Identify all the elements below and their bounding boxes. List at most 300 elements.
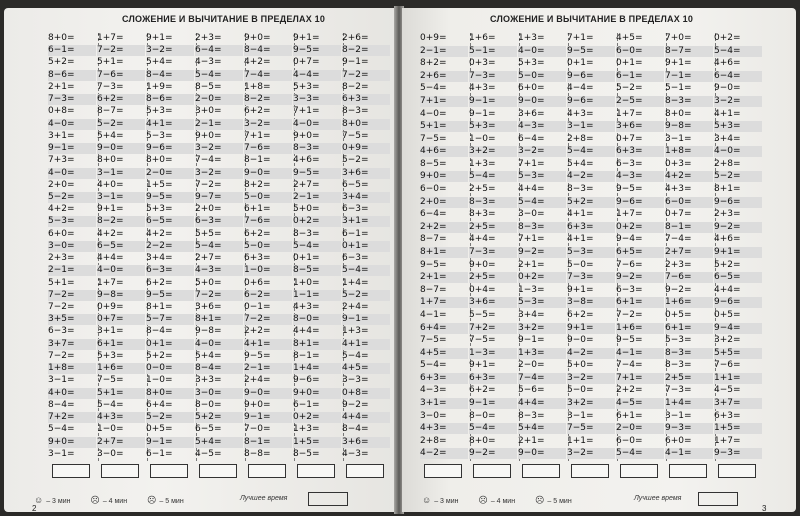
exercise[interactable]: 2+3=: [665, 259, 692, 270]
exercise[interactable]: 8+0=: [469, 435, 496, 446]
exercise[interactable]: 6−4=: [518, 133, 545, 144]
exercise[interactable]: 4+0=: [48, 388, 96, 399]
exercise[interactable]: 6−0=: [616, 435, 643, 446]
exercise[interactable]: 1+8=: [244, 81, 271, 92]
exercise[interactable]: 6+3=: [714, 410, 741, 421]
exercise[interactable]: 4+6=: [293, 155, 320, 166]
exercise[interactable]: 5+1=: [48, 277, 75, 288]
exercise[interactable]: 9−3=: [665, 423, 713, 434]
exercise[interactable]: 7−2=: [48, 302, 75, 313]
exercise[interactable]: 6+0=: [48, 228, 75, 239]
time-entry-box[interactable]: [522, 464, 560, 478]
exercise[interactable]: 5−4=: [567, 146, 615, 157]
exercise[interactable]: 6+2=: [567, 309, 594, 320]
exercise[interactable]: 0−1=: [244, 302, 271, 313]
exercise[interactable]: 4+5=: [420, 348, 468, 359]
exercise[interactable]: 6+2=: [97, 94, 145, 105]
exercise[interactable]: 3−1=: [48, 448, 75, 459]
exercise[interactable]: 6+2=: [244, 106, 271, 117]
exercise[interactable]: 1+6=: [97, 363, 145, 374]
exercise[interactable]: 2+7=: [293, 179, 320, 190]
exercise[interactable]: 1+5=: [714, 423, 762, 434]
exercise[interactable]: 4−2=: [567, 348, 615, 359]
exercise[interactable]: 8+0=: [97, 155, 124, 166]
exercise[interactable]: 3−0=: [518, 209, 545, 220]
exercise[interactable]: 5−0=: [244, 241, 292, 252]
exercise[interactable]: 8−4=: [146, 70, 194, 81]
exercise[interactable]: 7−3=: [48, 94, 96, 105]
exercise[interactable]: 4+4=: [518, 398, 566, 409]
exercise[interactable]: 3−2=: [567, 373, 615, 384]
exercise[interactable]: 9−5=: [420, 259, 447, 270]
exercise[interactable]: 9−5=: [293, 168, 341, 179]
exercise[interactable]: 4+1=: [567, 234, 594, 245]
exercise[interactable]: 5+0=: [195, 277, 222, 288]
exercise[interactable]: 3+0=: [195, 106, 222, 117]
exercise[interactable]: 6−3=: [616, 284, 643, 295]
exercise[interactable]: 4+4=: [97, 253, 124, 264]
exercise[interactable]: 8+2=: [420, 58, 447, 69]
exercise[interactable]: 0+8=: [48, 106, 75, 117]
exercise[interactable]: 8−3=: [342, 106, 369, 117]
exercise[interactable]: 7−6=: [714, 360, 741, 371]
exercise[interactable]: 5−3=: [518, 297, 566, 308]
exercise[interactable]: 8−7=: [420, 234, 447, 245]
exercise[interactable]: 7−3=: [469, 247, 517, 258]
exercise[interactable]: 7+3=: [48, 155, 75, 166]
exercise[interactable]: 9−8=: [97, 290, 145, 301]
exercise[interactable]: 6−5=: [195, 424, 222, 435]
exercise[interactable]: 8−5=: [293, 448, 320, 459]
exercise[interactable]: 6−0=: [616, 46, 664, 57]
exercise[interactable]: 3+6=: [518, 108, 545, 119]
exercise[interactable]: 7+1=: [567, 33, 594, 43]
exercise[interactable]: 7−5=: [567, 423, 615, 434]
exercise[interactable]: 7−6=: [616, 259, 643, 270]
exercise[interactable]: 8+2=: [244, 179, 271, 190]
time-entry-box[interactable]: [248, 464, 286, 478]
exercise[interactable]: 6−3=: [616, 158, 643, 169]
exercise[interactable]: 8+0=: [146, 388, 194, 399]
exercise[interactable]: 9−1=: [469, 96, 517, 107]
exercise[interactable]: 2+1=: [420, 272, 468, 283]
exercise[interactable]: 9+0=: [469, 259, 496, 270]
exercise[interactable]: 5−2=: [342, 290, 390, 301]
exercise[interactable]: 5+0=: [567, 360, 594, 371]
exercise[interactable]: 6−1=: [146, 448, 173, 459]
exercise[interactable]: 9−2=: [469, 448, 517, 459]
exercise[interactable]: 7−4=: [244, 70, 292, 81]
exercise[interactable]: 5−4=: [293, 241, 341, 252]
exercise[interactable]: 3−2=: [714, 96, 762, 107]
exercise[interactable]: 2−1=: [244, 363, 292, 374]
exercise[interactable]: 4+1=: [146, 119, 194, 130]
exercise[interactable]: 0+7=: [616, 133, 643, 144]
exercise[interactable]: 1+7=: [420, 297, 468, 308]
exercise[interactable]: 8−2=: [342, 81, 369, 92]
exercise[interactable]: 3−2=: [518, 146, 566, 157]
exercise[interactable]: 8+0=: [146, 155, 173, 166]
exercise[interactable]: 7−2=: [616, 309, 643, 320]
exercise[interactable]: 8−1=: [244, 437, 292, 448]
exercise[interactable]: 5−4=: [342, 350, 369, 361]
exercise[interactable]: 5−4=: [342, 265, 390, 276]
exercise[interactable]: 8−0=: [469, 410, 496, 421]
exercise[interactable]: 4+6=: [714, 234, 741, 245]
exercise[interactable]: 6+5=: [616, 247, 664, 258]
exercise[interactable]: 2+7=: [97, 437, 145, 448]
exercise[interactable]: 2+0=: [48, 179, 75, 190]
exercise[interactable]: 5+5=: [714, 348, 762, 359]
exercise[interactable]: 7−2=: [342, 70, 390, 81]
exercise[interactable]: 1+5=: [293, 437, 341, 448]
exercise[interactable]: 5+1=: [97, 388, 145, 399]
exercise[interactable]: 7−3=: [665, 385, 692, 396]
exercise[interactable]: 7−6=: [244, 216, 292, 227]
exercise[interactable]: 3−1=: [665, 133, 692, 144]
exercise[interactable]: 9−1=: [342, 314, 390, 325]
exercise[interactable]: 3−1=: [97, 168, 145, 179]
exercise[interactable]: 7−3=: [469, 71, 517, 82]
exercise[interactable]: 7−4=: [195, 155, 222, 166]
exercise[interactable]: 6+1=: [244, 204, 271, 215]
exercise[interactable]: 2+3=: [714, 209, 741, 220]
exercise[interactable]: 9−8=: [665, 121, 713, 132]
exercise[interactable]: 7+0=: [665, 33, 692, 43]
exercise[interactable]: 6−4=: [420, 209, 447, 220]
exercise[interactable]: 2+5=: [665, 373, 713, 384]
exercise[interactable]: 5−3=: [665, 335, 692, 346]
exercise[interactable]: 3+1=: [48, 130, 75, 141]
exercise[interactable]: 0+1=: [293, 253, 320, 264]
exercise[interactable]: 3+2=: [518, 323, 566, 334]
exercise[interactable]: 7−2=: [97, 45, 145, 56]
exercise[interactable]: 5−4=: [714, 46, 762, 57]
exercise[interactable]: 3+4=: [714, 133, 741, 144]
exercise[interactable]: 3−0=: [420, 410, 447, 421]
exercise[interactable]: 9+1=: [665, 58, 692, 69]
exercise[interactable]: 7−5=: [469, 335, 496, 346]
exercise[interactable]: 9−2=: [714, 222, 762, 233]
exercise[interactable]: 3+4=: [342, 192, 390, 203]
exercise[interactable]: 8+3=: [469, 209, 496, 220]
exercise[interactable]: 5−4=: [97, 399, 124, 410]
exercise[interactable]: 4−0=: [48, 168, 96, 179]
exercise[interactable]: 8−6=: [146, 94, 194, 105]
exercise[interactable]: 2+5=: [469, 222, 517, 233]
exercise[interactable]: 5+3=: [714, 121, 762, 132]
exercise[interactable]: 4+4=: [293, 326, 320, 337]
exercise[interactable]: 7+2=: [469, 323, 517, 334]
exercise[interactable]: 4+1=: [714, 108, 741, 119]
exercise[interactable]: 4+4=: [518, 184, 545, 195]
exercise[interactable]: 4+2=: [97, 228, 124, 239]
exercise[interactable]: 4+6=: [714, 58, 741, 69]
exercise[interactable]: 8+0=: [48, 33, 75, 43]
exercise[interactable]: 1−3=: [518, 284, 545, 295]
exercise[interactable]: 6−5=: [146, 216, 194, 227]
exercise[interactable]: 5+2=: [195, 412, 243, 423]
exercise[interactable]: 9−6=: [714, 297, 762, 308]
exercise[interactable]: 7+1=: [518, 234, 545, 245]
exercise[interactable]: 1+4=: [293, 363, 341, 374]
exercise[interactable]: 8−1=: [244, 155, 271, 166]
exercise[interactable]: 8−2=: [244, 94, 292, 105]
exercise[interactable]: 5+2=: [48, 57, 75, 68]
exercise[interactable]: 6+1=: [665, 323, 713, 334]
exercise[interactable]: 8−3=: [665, 96, 713, 107]
exercise[interactable]: 3−1=: [567, 410, 594, 421]
exercise[interactable]: 5−3=: [146, 130, 173, 141]
exercise[interactable]: 5+3=: [293, 81, 320, 92]
exercise[interactable]: 6−5=: [342, 179, 369, 190]
exercise[interactable]: 1+3=: [293, 424, 320, 435]
exercise[interactable]: 4−2=: [567, 171, 615, 182]
exercise[interactable]: 2+0=: [420, 197, 468, 208]
exercise[interactable]: 0+1=: [146, 339, 194, 350]
exercise[interactable]: 0+9=: [420, 33, 447, 43]
exercise[interactable]: 9−1=: [48, 143, 96, 154]
exercise[interactable]: 9−1=: [469, 398, 517, 409]
exercise[interactable]: 3+6=: [469, 297, 517, 308]
exercise[interactable]: 8−7=: [420, 284, 447, 295]
time-entry-box[interactable]: [718, 464, 756, 478]
exercise[interactable]: 3+4=: [146, 253, 173, 264]
exercise[interactable]: 1+7=: [97, 33, 124, 43]
exercise[interactable]: 2+7=: [665, 247, 713, 258]
exercise[interactable]: 9+1=: [293, 33, 320, 43]
exercise[interactable]: 4+3=: [97, 412, 145, 423]
exercise[interactable]: 3−0=: [97, 448, 124, 459]
exercise[interactable]: 8+0=: [665, 108, 692, 119]
exercise[interactable]: 0+2=: [518, 272, 566, 283]
exercise[interactable]: 6+0=: [665, 435, 692, 446]
exercise[interactable]: 5−2=: [342, 155, 369, 166]
exercise[interactable]: 6+3=: [616, 146, 664, 157]
exercise[interactable]: 5−7=: [146, 314, 194, 325]
time-entry-box[interactable]: [297, 464, 335, 478]
exercise[interactable]: 2−1=: [48, 265, 96, 276]
exercise[interactable]: 3+2=: [469, 146, 517, 157]
exercise[interactable]: 5+0=: [293, 204, 320, 215]
exercise[interactable]: 8−4=: [146, 326, 173, 337]
exercise[interactable]: 4+1=: [567, 209, 594, 220]
exercise[interactable]: 6+4=: [146, 399, 173, 410]
exercise[interactable]: 9−2=: [518, 247, 566, 258]
exercise[interactable]: 3+2=: [567, 398, 615, 409]
exercise[interactable]: 4+2=: [48, 204, 75, 215]
exercise[interactable]: 8−3=: [469, 197, 517, 208]
exercise[interactable]: 9−1=: [342, 57, 369, 68]
exercise[interactable]: 9−6=: [567, 96, 615, 107]
exercise[interactable]: 0+4=: [469, 284, 496, 295]
exercise[interactable]: 2+4=: [342, 302, 369, 313]
exercise[interactable]: 0+9=: [97, 302, 124, 313]
exercise[interactable]: 1−1=: [293, 290, 341, 301]
exercise[interactable]: 7−2=: [48, 350, 75, 361]
exercise[interactable]: 0+1=: [342, 241, 390, 252]
time-entry-box[interactable]: [346, 464, 384, 478]
exercise[interactable]: 6−5=: [714, 272, 762, 283]
exercise[interactable]: 9−8=: [195, 326, 222, 337]
exercise[interactable]: 3−1=: [665, 410, 692, 421]
exercise[interactable]: 8−3=: [293, 143, 341, 154]
exercise[interactable]: 8+1=: [146, 302, 173, 313]
exercise[interactable]: 7+2=: [48, 412, 96, 423]
exercise[interactable]: 1+3=: [518, 33, 545, 43]
exercise[interactable]: 2−1=: [195, 119, 243, 130]
exercise[interactable]: 6+0=: [518, 83, 545, 94]
exercise[interactable]: 9−0=: [97, 143, 145, 154]
exercise[interactable]: 9−5=: [567, 46, 615, 57]
exercise[interactable]: 5−4=: [195, 241, 243, 252]
exercise[interactable]: 6−3=: [342, 253, 369, 264]
exercise[interactable]: 1−0=: [97, 424, 124, 435]
exercise[interactable]: 8−3=: [293, 228, 320, 239]
exercise[interactable]: 8−3=: [518, 222, 566, 233]
exercise[interactable]: 5−4=: [469, 171, 517, 182]
exercise[interactable]: 5−4=: [48, 424, 75, 435]
exercise[interactable]: 0+3=: [469, 58, 496, 69]
exercise[interactable]: 3−3=: [293, 94, 341, 105]
exercise[interactable]: 5−4=: [195, 70, 243, 81]
exercise[interactable]: 2−5=: [616, 96, 664, 107]
exercise[interactable]: 8−4=: [48, 399, 75, 410]
exercise[interactable]: 5−0=: [244, 192, 292, 203]
exercise[interactable]: 5−5=: [469, 309, 496, 320]
exercise[interactable]: 5−3=: [518, 171, 566, 182]
exercise[interactable]: 9+0=: [48, 437, 96, 448]
exercise[interactable]: 6−4=: [195, 45, 243, 56]
exercise[interactable]: 3−2=: [195, 168, 243, 179]
exercise[interactable]: 5+2=: [714, 259, 741, 270]
exercise[interactable]: 0−0=: [146, 363, 194, 374]
exercise[interactable]: 6+4=: [420, 323, 468, 334]
exercise[interactable]: 5−2=: [48, 192, 96, 203]
exercise[interactable]: 9−2=: [342, 399, 369, 410]
exercise[interactable]: 9−0=: [518, 448, 566, 459]
exercise[interactable]: 6+3=: [469, 373, 517, 384]
exercise[interactable]: 0+2=: [714, 33, 741, 43]
exercise[interactable]: 9+1=: [146, 33, 173, 43]
exercise[interactable]: 1+3=: [469, 158, 496, 169]
exercise[interactable]: 1+7=: [97, 277, 124, 288]
exercise[interactable]: 3+7=: [48, 339, 96, 350]
exercise[interactable]: 4−3=: [616, 171, 664, 182]
exercise[interactable]: 2−0=: [146, 168, 194, 179]
exercise[interactable]: 4−2=: [420, 448, 468, 459]
exercise[interactable]: 3+2=: [714, 335, 741, 346]
exercise[interactable]: 1+1=: [714, 373, 762, 384]
exercise[interactable]: 5−1=: [469, 46, 517, 57]
exercise[interactable]: 6+2=: [244, 228, 271, 239]
exercise[interactable]: 2+8=: [420, 435, 447, 446]
exercise[interactable]: 1+5=: [146, 179, 173, 190]
exercise[interactable]: 8−0=: [293, 314, 341, 325]
exercise[interactable]: 5−2=: [616, 83, 643, 94]
exercise[interactable]: 9+0=: [244, 399, 271, 410]
exercise[interactable]: 6−0=: [420, 184, 447, 195]
exercise[interactable]: 5−2=: [97, 119, 145, 130]
exercise[interactable]: 9−6=: [714, 197, 762, 208]
exercise[interactable]: 5+3=: [518, 58, 545, 69]
exercise[interactable]: 7−4=: [665, 234, 692, 245]
exercise[interactable]: 2+4=: [244, 375, 271, 386]
exercise[interactable]: 8−5=: [293, 265, 341, 276]
exercise[interactable]: 8−7=: [97, 106, 124, 117]
exercise[interactable]: 1−0=: [469, 133, 496, 144]
exercise[interactable]: 5+1=: [97, 57, 124, 68]
exercise[interactable]: 4+2=: [146, 228, 173, 239]
exercise[interactable]: 2+0=: [195, 204, 222, 215]
exercise[interactable]: 8−6=: [48, 70, 96, 81]
exercise[interactable]: 0+9=: [342, 143, 390, 154]
exercise[interactable]: 5+4=: [195, 437, 243, 448]
exercise[interactable]: 4+3=: [665, 184, 692, 195]
exercise[interactable]: 6−3=: [342, 204, 369, 215]
exercise[interactable]: 5−6=: [518, 385, 545, 396]
exercise[interactable]: 4+2=: [665, 171, 713, 182]
exercise[interactable]: 8−4=: [342, 424, 369, 435]
exercise[interactable]: 3+3=: [195, 375, 222, 386]
exercise[interactable]: 5+2=: [567, 197, 615, 208]
exercise[interactable]: 3+1=: [420, 398, 468, 409]
exercise[interactable]: 4+4=: [714, 284, 741, 295]
exercise[interactable]: 6−3=: [195, 216, 243, 227]
exercise[interactable]: 2+7=: [195, 253, 222, 264]
exercise[interactable]: 7+1=: [420, 96, 468, 107]
time-entry-box[interactable]: [669, 464, 707, 478]
exercise[interactable]: 7+1=: [616, 373, 664, 384]
exercise[interactable]: 1+1=: [567, 435, 594, 446]
exercise[interactable]: 5+2=: [146, 350, 173, 361]
exercise[interactable]: 1+4=: [665, 398, 713, 409]
exercise[interactable]: 8−3=: [665, 348, 713, 359]
exercise[interactable]: 1+4=: [342, 277, 369, 288]
exercise[interactable]: 6+3=: [420, 373, 468, 384]
exercise[interactable]: 3−2=: [244, 119, 292, 130]
exercise[interactable]: 3−3=: [342, 375, 369, 386]
exercise[interactable]: 0+2=: [616, 222, 664, 233]
exercise[interactable]: 5−4=: [616, 448, 664, 459]
exercise[interactable]: 3+5=: [48, 314, 96, 325]
exercise[interactable]: 8+0=: [342, 119, 390, 130]
exercise[interactable]: 6−2=: [244, 290, 292, 301]
exercise[interactable]: 1+6=: [665, 297, 713, 308]
exercise[interactable]: 2−0=: [195, 94, 243, 105]
exercise[interactable]: 8−3=: [518, 410, 545, 421]
exercise[interactable]: 2+3=: [195, 33, 222, 43]
exercise[interactable]: 8−5=: [195, 81, 222, 92]
exercise[interactable]: 8−0=: [195, 399, 222, 410]
exercise[interactable]: 9−5=: [616, 335, 643, 346]
exercise[interactable]: 9−5=: [244, 350, 271, 361]
exercise[interactable]: 4+3=: [567, 108, 594, 119]
exercise[interactable]: 4−0=: [48, 119, 96, 130]
exercise[interactable]: 7−1=: [665, 71, 713, 82]
exercise[interactable]: 4−3=: [195, 265, 243, 276]
exercise[interactable]: 3+4=: [518, 309, 545, 320]
exercise[interactable]: 5+4=: [146, 57, 173, 68]
exercise[interactable]: 6+2=: [146, 277, 173, 288]
exercise[interactable]: 0+3=: [665, 158, 692, 169]
exercise[interactable]: 8+1=: [714, 184, 741, 195]
exercise[interactable]: 2+5=: [469, 184, 496, 195]
exercise[interactable]: 3+1=: [342, 216, 390, 227]
exercise[interactable]: 4−1=: [420, 309, 447, 320]
exercise[interactable]: 2−0=: [616, 423, 664, 434]
exercise[interactable]: 5+3=: [469, 121, 517, 132]
